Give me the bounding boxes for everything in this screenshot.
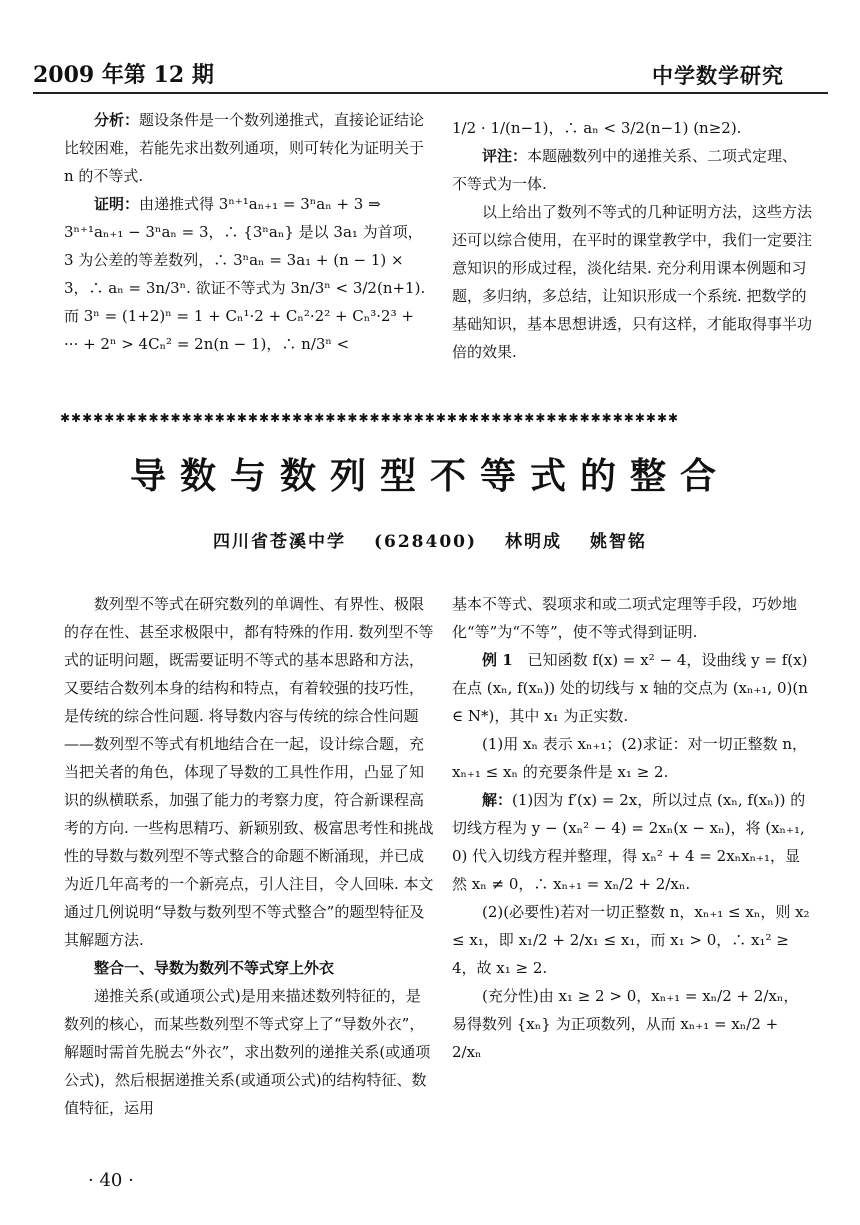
necessity-paragraph: (2)(必要性)若对一切正整数 n，xₙ₊₁ ≤ xₙ，则 x₂ ≤ x₁，即 x₁/2 + 2/x₁ ≤ x₁，而 x₁ > 0，∴ x₁² ≥ 4，故 x₁ ≥ 2.	[452, 903, 810, 977]
paragraph-lead: 证明：	[94, 195, 140, 213]
solution-label: 解：	[482, 791, 513, 809]
prev-article-right-column	[452, 114, 812, 366]
paragraph-text: 1/2 · 1/(n−1)，∴ aₙ < 3/2(n−1) (n≥2).	[452, 119, 742, 137]
author-postcode: (628400)	[373, 532, 478, 552]
paragraph-text: 由递推式得 3ⁿ⁺¹aₙ₊₁ = 3ⁿaₙ + 3 ⇒ 3ⁿ⁺¹aₙ₊₁ − 3ⁿaₙ = 3，∴ {3ⁿaₙ} 是以 3a₁ 为首项，3 为公差的等差数列，∴ 3ⁿaₙ = 3a₁ + (n − 1) × 3，∴ aₙ = 3n/3ⁿ. 欲证不等式为 3n/3ⁿ < 3/2(n+1). 而 3ⁿ = (1+2)ⁿ = 1 + Cₙ¹·2 + Cₙ²·2² + Cₙ³·2³ + ··· + 2ⁿ > 4Cₙ² = 2n(n − 1)，∴ n/3ⁿ <	[64, 195, 426, 353]
continuation-paragraph: 基本不等式、裂项求和或二项式定理等手段，巧妙地化“等”为“不等”，使不等式得到证明.	[452, 595, 798, 641]
sufficiency-paragraph: (充分性)由 x₁ ≥ 2 > 0，xₙ₊₁ = xₙ/2 + 2/xₙ，易得数列 {xₙ} 为正项数列，从而 xₙ₊₁ = xₙ/2 + 2/xₙ	[452, 987, 799, 1061]
paragraph-text: 本题融数列中的递推关系、二项式定理、不等式为一体.	[452, 147, 798, 193]
prev-comment-paragraph	[452, 142, 812, 198]
paragraph-lead: 评注：	[482, 147, 528, 165]
intro-paragraph: 数列型不等式在研究数列的单调性、有界性、极限的存在性、甚至求极限中，都有特殊的作用. 数列型不等式的证明问题，既需要证明不等式的基本思路和方法，又要结合数列本身的结构和特点，有着较强的技巧性，是传统的综合性问题. 将导数内容与传统的综合性问题——数列型不等式有机地结合在一起，设计综合题，充当把关者的角色，体现了导数的工具性作用，凸显了知识的纵横联系，加强了能力的考察力度，符合新课程高考的方向. 一些构思精巧、新颖别致、极富思考性和挑战性的导数与数列型不等式整合的命题不断涌现，并已成为近几年高考的一个新亮点，引人注目，令人回味. 本文通过几例说明“导数与数列型不等式整合”的题型特征及其解题方法.	[64, 595, 434, 949]
solution-paragraph	[452, 786, 812, 898]
journal-name: 中学数学研究	[652, 63, 784, 88]
example-label: 例 1	[482, 651, 513, 669]
author-name: 林明成	[505, 532, 563, 552]
section-heading: 整合一、导数为数列不等式穿上外衣	[94, 959, 335, 977]
paragraph-text: 已知函数 f(x) = x² − 4，设曲线 y = f(x) 在点 (xₙ, f(xₙ)) 处的切线与 x 轴的交点为 (xₙ₊₁, 0)(n ∈ N*)，其中 x₁ 为正实数.	[452, 651, 808, 725]
star-separator: ✱✱✱✱✱✱✱✱✱✱✱✱✱✱✱✱✱✱✱✱✱✱✱✱✱✱✱✱✱✱✱✱✱✱✱✱✱✱✱✱✱✱✱✱✱✱✱✱✱✱✱✱✱✱✱✱	[60, 411, 680, 425]
section-paragraph: 递推关系(或通项公式)是用来描述数列特征的，是数列的核心，而某些数列型不等式穿上了“导数外衣”，解题时需首先脱去“外衣”，求出数列的递推关系(或通项公式)，然后根据递推关系(或通项公式)的结构特征、数值特征，运用	[64, 987, 431, 1117]
prev-proof-paragraph	[64, 190, 430, 358]
author-name: 姚智铭	[590, 532, 648, 552]
example-paragraph	[452, 646, 812, 730]
author-school: 四川省苍溪中学	[212, 532, 346, 552]
paragraph-text: 以上给出了数列不等式的几种证明方法，这些方法还可以综合使用，在平时的课堂教学中，我们一定要注意知识的形成过程，淡化结果. 充分利用课本例题和习题，多归纳，多总结，让知识形成一个系统. 把数学的基础知识，基本思想讲透，只有这样，才能取得事半功倍的效果.	[452, 203, 813, 361]
prev-analysis-paragraph	[64, 106, 430, 190]
paragraph-lead: 分析：	[94, 111, 140, 129]
prev-article-left-column	[64, 106, 430, 358]
issue-label: 2009 年第 12 期	[33, 62, 214, 88]
article-right-column	[452, 590, 812, 1066]
header-rule	[33, 92, 828, 94]
paragraph-text: (1)因为 f′(x) = 2x，所以过点 (xₙ, f(xₙ)) 的切线方程为 y − (xₙ² − 4) = 2xₙ(x − xₙ)，将 (xₙ₊₁, 0) 代入切线方程并整理，得 xₙ² + 4 = 2xₙxₙ₊₁，显然 xₙ ≠ 0，∴ xₙ₊₁ = xₙ/2 + 2/xₙ.	[452, 791, 806, 893]
author-line	[0, 527, 860, 552]
prev-proof-continuation	[452, 114, 812, 142]
prev-conclusion-paragraph	[452, 198, 812, 366]
article-title: 导数与数列型不等式的整合	[129, 455, 730, 497]
page-number: · 40 ·	[88, 1170, 134, 1191]
article-left-column	[64, 590, 434, 1122]
paragraph-text: 题设条件是一个数列递推式，直接论证结论比较困难，若能先求出数列通项，则可转化为证明关于 n 的不等式.	[64, 111, 425, 185]
question-paragraph: (1)用 xₙ 表示 xₙ₊₁；(2)求证：对一切正整数 n，xₙ₊₁ ≤ xₙ 的充要条件是 x₁ ≥ 2.	[452, 735, 808, 781]
